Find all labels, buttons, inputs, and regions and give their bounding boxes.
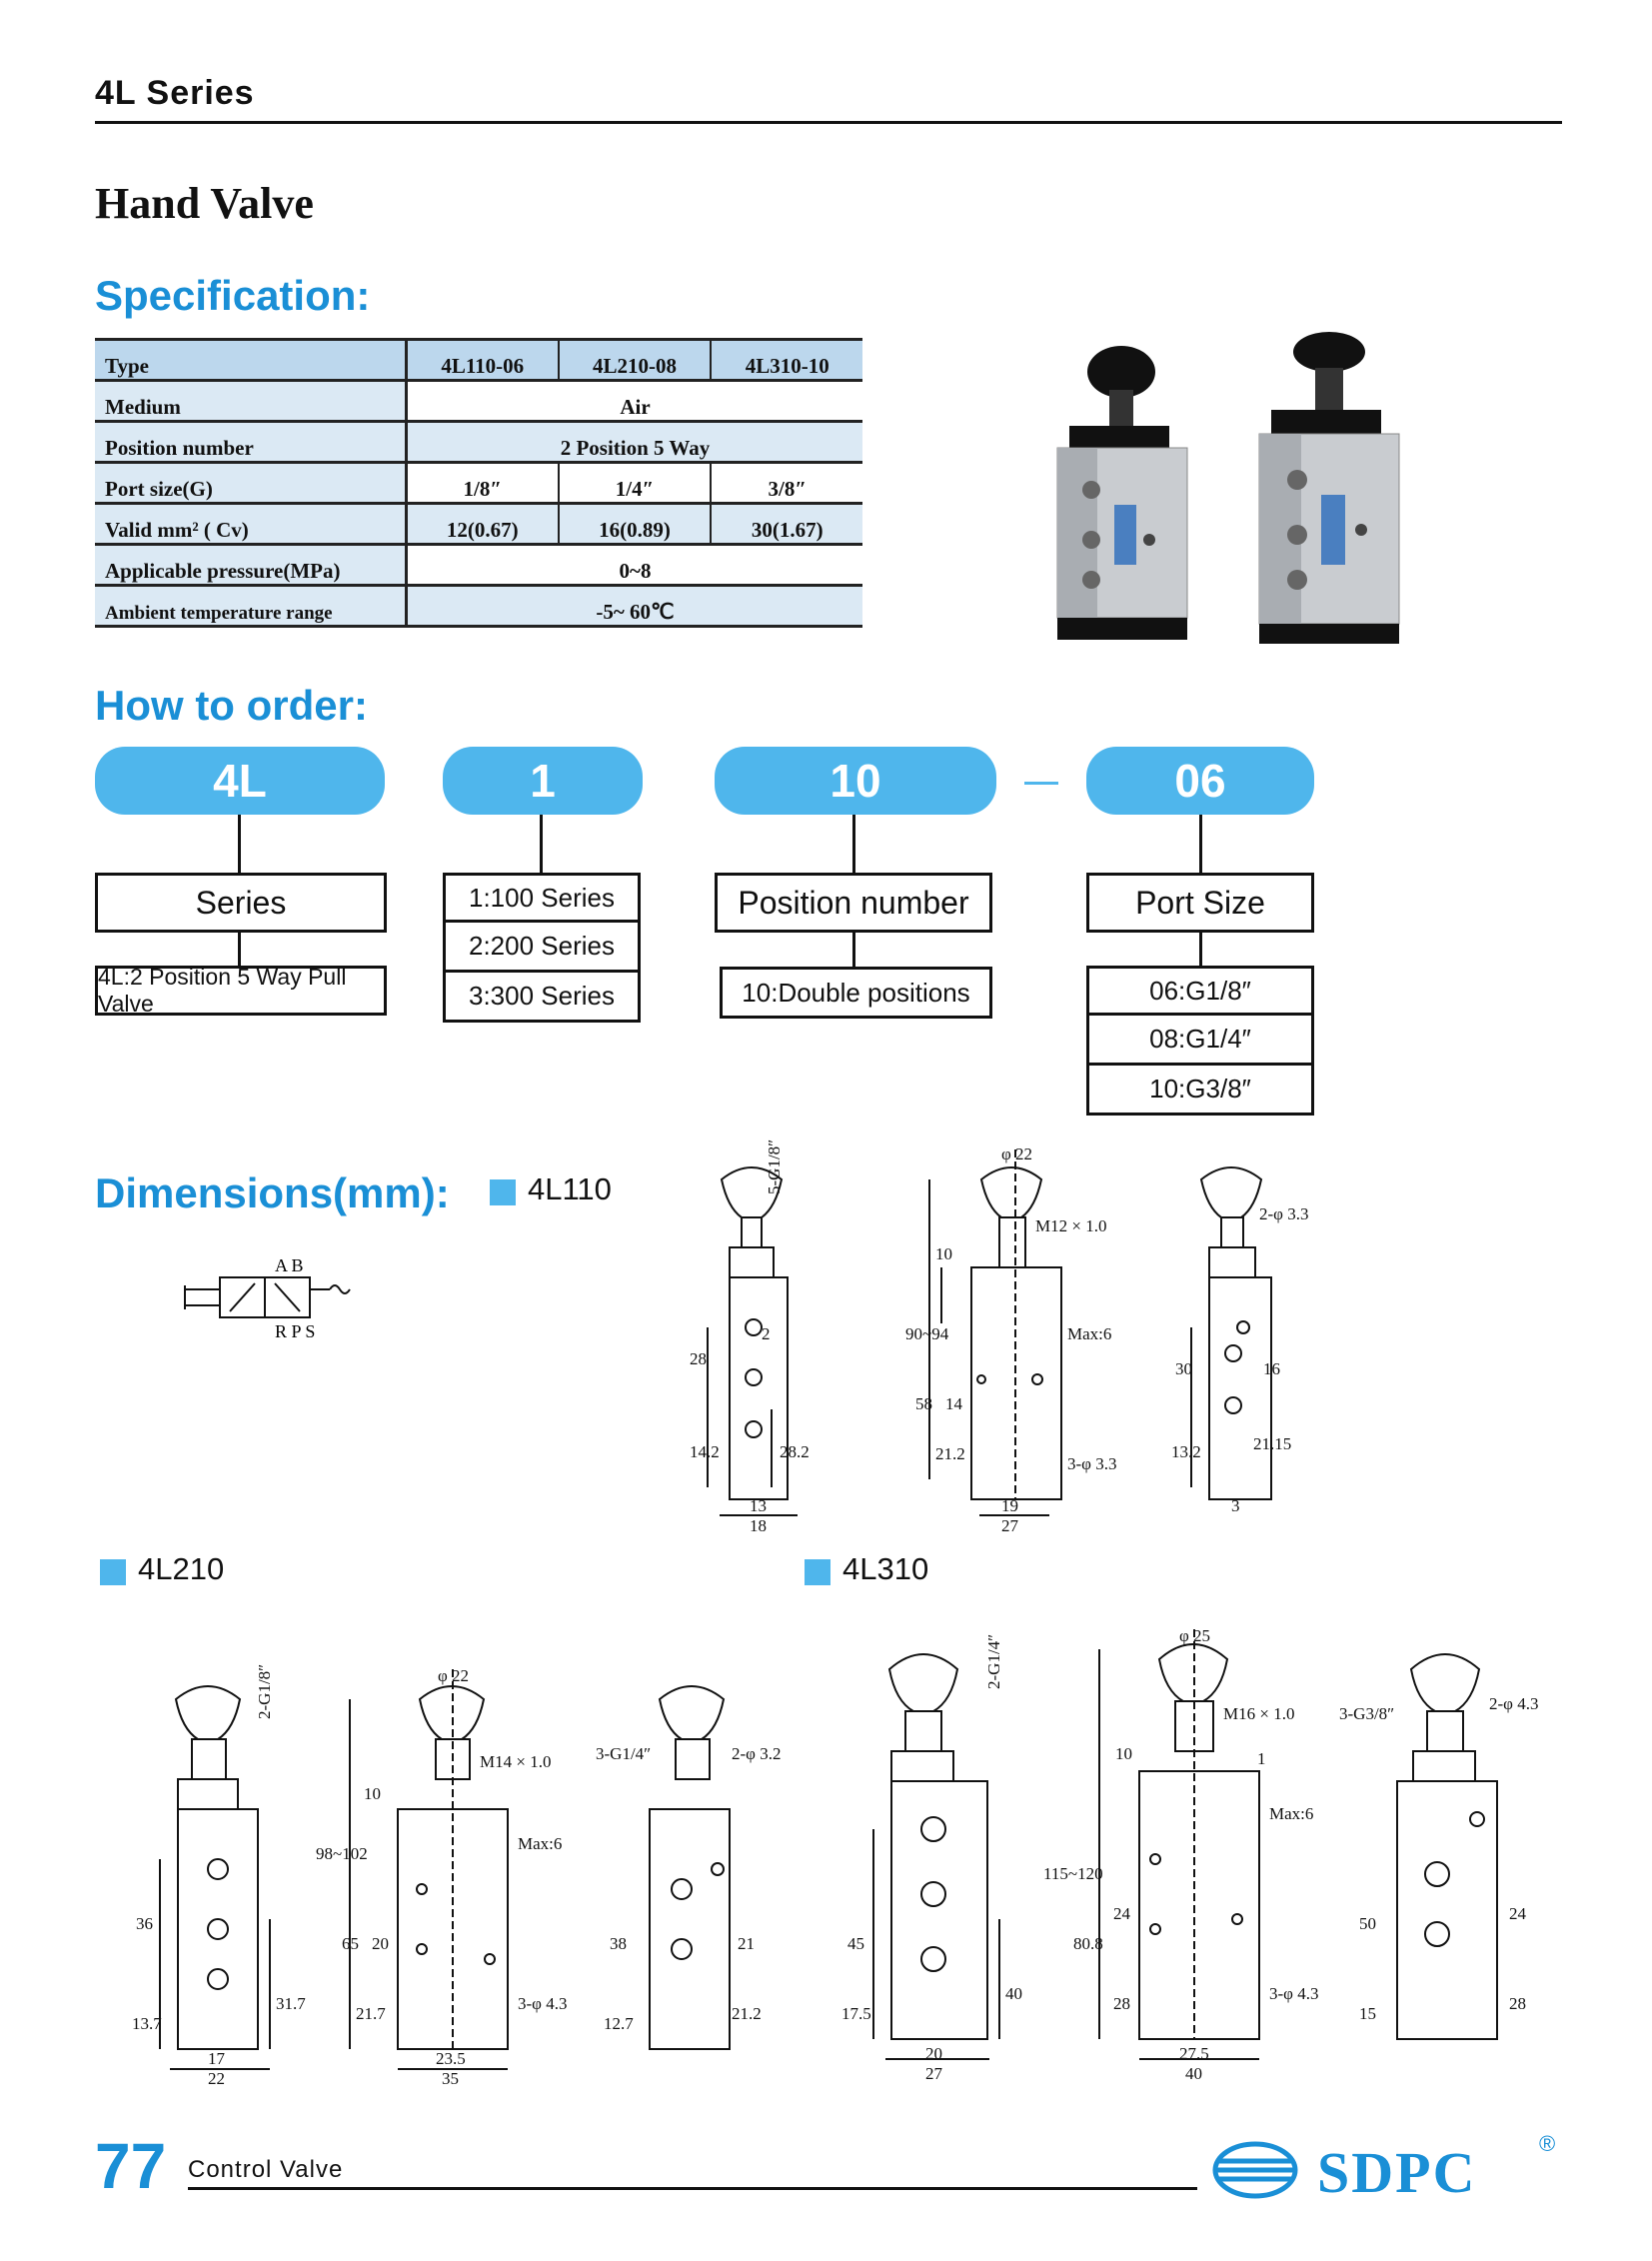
dim-4l310-back-24: 24	[1509, 1904, 1526, 1923]
dim-4l110-back-30: 30	[1175, 1359, 1192, 1378]
dim-4l110-side-holes: 3-φ 3.3	[1067, 1454, 1117, 1473]
dim-4l210-side-21.7: 21.7	[356, 2004, 386, 2023]
dim-4l210-side-holes: 3-φ 4.3	[518, 1994, 568, 2013]
connector	[238, 815, 241, 875]
size-option-2: 2:200 Series	[443, 923, 641, 973]
dim-4l210-back-21.2: 21.2	[732, 2004, 762, 2023]
spec-port-3: 3/8″	[711, 463, 862, 504]
dim-4l210-front-17: 17	[208, 2049, 225, 2068]
spec-valid-3: 30(1.67)	[711, 504, 862, 545]
spec-heading: Specification:	[95, 272, 371, 319]
dim-4l310-side-holes: 3-φ 4.3	[1269, 1984, 1319, 2003]
dim-4l210-side-20: 20	[372, 1934, 389, 1953]
dim-4l110-side-max: Max:6	[1067, 1324, 1112, 1343]
dim-4l210-front-36: 36	[136, 1914, 153, 1933]
dim-4l110-back-13.2: 13.2	[1171, 1442, 1201, 1461]
dim-4l210-side-max: Max:6	[518, 1834, 563, 1853]
dim-4l310-side-height: 115~120	[1043, 1864, 1103, 1883]
series-desc-box: 4L:2 Position 5 Way Pull Valve	[95, 966, 387, 1016]
model-marker	[100, 1559, 126, 1585]
spec-position-value: 2 Position 5 Way	[407, 422, 863, 463]
spec-temp-label: Ambient temperature range	[95, 586, 407, 627]
valve-photo-small	[1057, 346, 1187, 640]
spec-port-label: Port size(G)	[95, 463, 407, 504]
spec-type-3: 4L310-10	[711, 340, 862, 381]
dim-4l110-back-holes: 2-φ 3.3	[1259, 1204, 1309, 1223]
spec-port-2: 1/4″	[559, 463, 712, 504]
dim-4l310-front-27: 27	[925, 2064, 942, 2083]
model-label-4l310: 4L310	[842, 1551, 929, 1586]
dim-4l210-side-23.5: 23.5	[436, 2049, 466, 2068]
brand-logo-icon	[1209, 2139, 1301, 2201]
dim-4l210-front-22: 22	[208, 2069, 225, 2088]
dim-4l110-thread: M12 × 1.0	[1035, 1216, 1107, 1235]
connector	[852, 815, 855, 875]
spec-table	[95, 338, 862, 628]
connector	[1199, 931, 1202, 969]
dims-heading: Dimensions(mm):	[95, 1169, 450, 1216]
drawing-4l210	[120, 1659, 780, 2099]
spec-pressure-label: Applicable pressure(MPa)	[95, 545, 407, 586]
dim-4l210-port: 2-G1/8″	[255, 1663, 274, 1719]
dim-4l110-back-3: 3	[1231, 1496, 1240, 1515]
connector	[1199, 815, 1202, 875]
connector	[238, 931, 241, 967]
spec-medium-value: Air	[407, 381, 863, 422]
dim-4l310-back-28: 28	[1509, 1994, 1526, 2013]
product-photo	[1039, 330, 1419, 650]
spec-port-1: 1/8″	[407, 463, 559, 504]
order-code-port: 06	[1086, 747, 1314, 815]
dim-4l210-side-35: 35	[442, 2069, 459, 2088]
dim-4l310-side-1: 1	[1257, 1749, 1266, 1768]
dim-4l210-back-holes: 2-φ 3.2	[732, 1744, 782, 1763]
dim-4l110-side-21.2: 21.2	[935, 1444, 965, 1463]
port-option-3: 10:G3/8″	[1086, 1066, 1314, 1116]
series-label-box: Series	[95, 873, 387, 933]
dim-4l310-back-50: 50	[1359, 1914, 1376, 1933]
dim-4l110-side-58: 58	[915, 1394, 932, 1413]
dim-4l310-side-80.8: 80.8	[1073, 1934, 1103, 1953]
model-label-4l110: 4L110	[528, 1171, 612, 1206]
port-label-box: Port Size	[1086, 873, 1314, 933]
spec-position-label: Position number	[95, 422, 407, 463]
size-option-3: 3:300 Series	[443, 973, 641, 1023]
position-desc-box: 10:Double positions	[720, 967, 992, 1019]
drawing-4l110	[680, 1138, 1639, 1535]
dim-4l210-back-21: 21	[738, 1934, 755, 1953]
dim-4l110-front-2: 2	[762, 1324, 771, 1343]
spec-valid-1: 12(0.67)	[407, 504, 559, 545]
connector	[540, 815, 543, 875]
dim-4l210-thread: M14 × 1.0	[480, 1752, 552, 1771]
dim-4l310-front-40: 40	[1005, 1984, 1022, 2003]
dim-4l210-phi: φ 22	[438, 1666, 470, 1685]
dim-4l210-side-65: 65	[342, 1934, 359, 1953]
spec-pressure-value: 0~8	[407, 545, 863, 586]
dim-4l110-front-28.2: 28.2	[780, 1442, 810, 1461]
dim-4l110-port: 5-G1/8″	[765, 1138, 784, 1194]
dim-4l110-side-14: 14	[945, 1394, 962, 1413]
page-title: Hand Valve	[95, 179, 314, 228]
model-label-4l210: 4L210	[138, 1551, 225, 1586]
dim-4l210-back-38: 38	[610, 1934, 627, 1953]
dim-4l310-front-17.5: 17.5	[841, 2004, 871, 2023]
dim-4l310-side-27.5: 27.5	[1179, 2044, 1209, 2063]
order-code-position: 10	[715, 747, 996, 815]
valve-symbol	[180, 1249, 360, 1339]
dim-4l310-side-28: 28	[1113, 1994, 1130, 2013]
spec-valid-2: 16(0.89)	[559, 504, 712, 545]
registered-mark: ®	[1539, 2131, 1556, 2156]
dim-4l210-side-height: 98~102	[316, 1844, 368, 1863]
dim-4l310-front-20: 20	[925, 2044, 942, 2063]
dim-4l110-back-21.15: 21.15	[1253, 1434, 1292, 1453]
dim-4l310-front-45: 45	[847, 1934, 864, 1953]
connector	[852, 931, 855, 969]
dim-4l310-back-15: 15	[1359, 2004, 1376, 2023]
footer-rule	[188, 2187, 1197, 2190]
brand-name: SDPC	[1317, 2140, 1477, 2205]
dim-4l310-phi: φ 25	[1179, 1626, 1211, 1645]
order-heading: How to order:	[95, 682, 368, 729]
size-option-1: 1:100 Series	[443, 873, 641, 923]
spec-type-2: 4L210-08	[559, 340, 712, 381]
dim-4l310-port: 2-G1/4″	[984, 1633, 1003, 1689]
page-number: 77	[95, 2130, 167, 2202]
port-option-1: 06:G1/8″	[1086, 966, 1314, 1016]
valve-photo-large	[1259, 332, 1399, 644]
model-marker	[805, 1559, 830, 1585]
drawing-4l310	[829, 1619, 1619, 2099]
dim-4l210-back-port: 3-G1/4″	[596, 1744, 652, 1763]
dim-4l110-side-height: 90~94	[905, 1324, 949, 1343]
dim-4l310-back-port: 3-G3/8″	[1339, 1704, 1395, 1723]
symbol-ports-top: A B	[275, 1255, 304, 1275]
dim-4l210-back-12.7: 12.7	[604, 2014, 634, 2033]
spec-temp-value: -5~ 60℃	[407, 586, 863, 627]
dim-4l110-back-16: 16	[1263, 1359, 1280, 1378]
dim-4l310-side-max: Max:6	[1269, 1804, 1314, 1823]
dim-4l110-phi: φ 22	[1001, 1144, 1033, 1163]
dim-4l310-back-holes: 2-φ 4.3	[1489, 1694, 1539, 1713]
dim-4l210-side-10: 10	[364, 1784, 381, 1803]
dim-4l110-side-10: 10	[935, 1244, 952, 1263]
dim-4l210-front-13.7: 13.7	[132, 2014, 162, 2033]
dim-4l310-side-10: 10	[1115, 1744, 1132, 1763]
port-option-2: 08:G1/4″	[1086, 1016, 1314, 1066]
footer-label: Control Valve	[188, 2156, 344, 2183]
dim-4l310-side-24: 24	[1113, 1904, 1130, 1923]
top-rule	[95, 121, 1562, 124]
spec-valid-label: Valid mm² ( Cv)	[95, 504, 407, 545]
series-heading: 4L Series	[95, 74, 255, 112]
spec-medium-label: Medium	[95, 381, 407, 422]
dim-4l110-side-27: 27	[1001, 1516, 1018, 1535]
spec-type-label: Type	[95, 340, 407, 381]
dim-4l310-thread: M16 × 1.0	[1223, 1704, 1295, 1723]
model-marker	[490, 1179, 516, 1205]
dim-4l110-front-13: 13	[750, 1496, 767, 1515]
spec-type-1: 4L110-06	[407, 340, 559, 381]
dim-4l110-side-19: 19	[1001, 1496, 1018, 1515]
dim-4l210-front-31.7: 31.7	[276, 1994, 306, 2013]
dim-4l310-side-40: 40	[1185, 2064, 1202, 2083]
dim-4l110-front-18: 18	[750, 1516, 767, 1535]
dim-4l110-front-14.2: 14.2	[690, 1442, 720, 1461]
position-label-box: Position number	[715, 873, 992, 933]
order-code-series: 4L	[95, 747, 385, 815]
dim-4l110-front-28: 28	[690, 1349, 707, 1368]
order-dash	[1024, 782, 1058, 785]
order-code-size: 1	[443, 747, 643, 815]
symbol-ports-bottom: R P S	[275, 1321, 316, 1341]
